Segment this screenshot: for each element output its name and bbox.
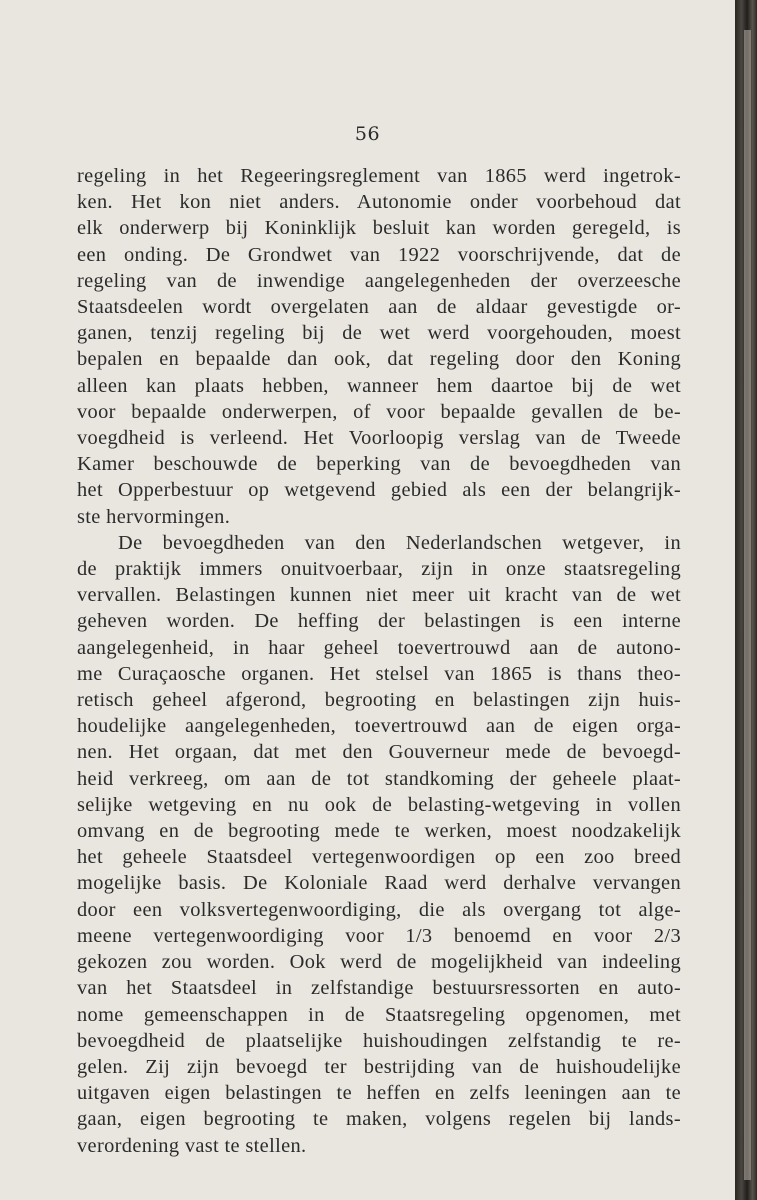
text-line: door een volksvertegenwoordiging, die als overgang tot alge- xyxy=(77,898,681,921)
text-line: heid verkreeg, om aan de tot standkoming der geheele plaat- xyxy=(77,767,681,790)
text-line: het Opperbestuur op wetgevend gebied als een der belangrijk- xyxy=(77,479,681,502)
text-line: gelen. Zij zijn bevoegd ter bestrijding van de huishoudelijke xyxy=(77,1055,681,1078)
text-line: elk onderwerp bij Koninklijk besluit kan worden geregeld, is xyxy=(77,217,681,240)
text-line: ste hervormingen. xyxy=(77,505,231,528)
text-line: verordening vast te stellen. xyxy=(77,1134,307,1157)
text-line: regeling van de inwendige aangelegenheden der overzeesche xyxy=(77,269,681,292)
body-text xyxy=(77,163,681,1159)
text-line: Staatsdeelen wordt overgelaten aan de aldaar gevestigde or- xyxy=(77,296,681,319)
text-line: meene vertegenwoordiging voor 1/3 benoemd en voor 2/3 xyxy=(77,924,681,947)
text-line: ken. Het kon niet anders. Autonomie onder voorbehoud dat xyxy=(77,191,681,214)
text-line: uitgaven eigen belastingen te heffen en zelfs leeningen aan te xyxy=(77,1082,681,1105)
page-number: 56 xyxy=(354,123,381,145)
text-line: regeling in het Regeeringsreglement van 1865 werd ingetrok- xyxy=(77,165,681,187)
text-line: omvang en de begrooting mede te werken, moest noodzakelijk xyxy=(77,820,681,843)
text-line: de praktijk immers onuitvoerbaar, zijn in onze staatsregeling xyxy=(77,558,681,581)
text-line: houdelijke aangelegenheden, toevertrouwd aan de eigen orga- xyxy=(77,715,681,738)
text-line: ganen, tenzij regeling bij de wet werd voorgehouden, moest xyxy=(77,322,681,345)
paragraph-1 xyxy=(77,163,681,530)
text-line: voegdheid is verleend. Het Voorloopig verslag van de Tweede xyxy=(77,427,681,450)
next-page-edge xyxy=(744,30,751,1180)
text-line: aangelegenheid, in haar geheel toevertrouwd aan de autono- xyxy=(77,636,681,659)
text-line: De bevoegdheden van den Nederlandschen wetgever, in xyxy=(118,531,681,554)
text-line: geheven worden. De heffing der belastingen is een interne xyxy=(77,610,681,633)
text-line: het geheele Staatsdeel vertegenwoordigen op een zoo breed xyxy=(77,846,681,869)
text-line: gaan, eigen begrooting te maken, volgens regelen bij lands- xyxy=(77,1108,681,1131)
text-line: voor bepaalde onderwerpen, of voor bepaalde gevallen de be- xyxy=(77,400,681,423)
text-line: selijke wetgeving en nu ook de belasting-wetgeving in vollen xyxy=(77,793,681,816)
text-line: me Curaçaosche organen. Het stelsel van 1865 is thans theo- xyxy=(77,662,681,685)
text-line: retisch geheel afgerond, begrooting en belastingen zijn huis- xyxy=(77,689,681,712)
text-line: van het Staatsdeel in zelfstandige bestuursressorten en auto- xyxy=(77,977,681,1000)
paragraph-2 xyxy=(77,530,681,1159)
text-line: nen. Het orgaan, dat met den Gouverneur mede de bevoegd- xyxy=(77,741,681,764)
text-line: Kamer beschouwde de beperking van de bevoegdheden van xyxy=(77,453,681,476)
text-line: vervallen. Belastingen kunnen niet meer uit kracht van de wet xyxy=(77,584,681,607)
text-line: bepalen en bepaalde dan ook, dat regeling door den Koning xyxy=(77,348,681,371)
text-line: een onding. De Grondwet van 1922 voorschrijvende, dat de xyxy=(77,243,681,266)
text-line: gekozen zou worden. Ook werd de mogelijkheid van indeeling xyxy=(77,951,681,974)
text-line: bevoegdheid de plaatselijke huishoudingen zelfstandig te re- xyxy=(77,1029,681,1052)
text-line: nome gemeenschappen in de Staatsregeling opgenomen, met xyxy=(77,1003,681,1026)
text-line: mogelijke basis. De Koloniale Raad werd derhalve vervangen xyxy=(77,872,681,895)
text-line: alleen kan plaats hebben, wanneer hem daartoe bij de wet xyxy=(77,374,681,397)
